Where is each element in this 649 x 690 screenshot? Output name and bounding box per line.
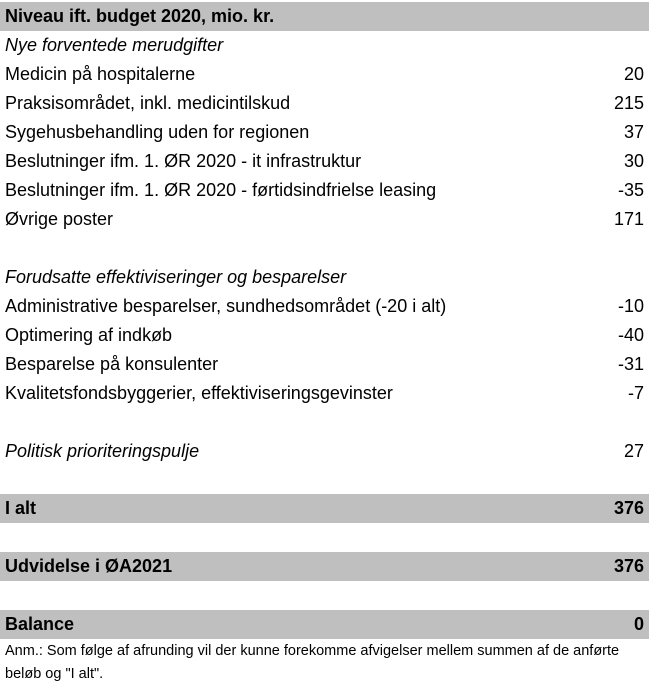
section-heading-merudgifter bbox=[0, 31, 649, 60]
row-value: -40 bbox=[617, 325, 644, 345]
balance-row bbox=[0, 610, 649, 639]
pulje-value: 27 bbox=[623, 441, 644, 461]
row-value: 20 bbox=[623, 64, 644, 84]
row-label: Administrative besparelser, sundhedsområdet (-20 i alt) bbox=[5, 296, 447, 316]
table-header bbox=[0, 2, 649, 31]
row-value: 30 bbox=[623, 151, 644, 171]
row-label: Øvrige poster bbox=[5, 209, 114, 229]
table-title: Niveau ift. budget 2020, mio. kr. bbox=[5, 6, 275, 26]
row-value: -35 bbox=[617, 180, 644, 200]
table-row bbox=[0, 89, 649, 118]
row-label: Optimering af indkøb bbox=[5, 325, 173, 345]
expansion-label: Udvidelse i ØA2021 bbox=[5, 556, 173, 576]
row-label: Praksisområdet, inkl. medicintilskud bbox=[5, 93, 291, 113]
total-label: I alt bbox=[5, 498, 37, 518]
row-value: 215 bbox=[613, 93, 644, 113]
row-label: Sygehusbehandling uden for regionen bbox=[5, 122, 310, 142]
expansion-value: 376 bbox=[613, 556, 644, 576]
row-value: -31 bbox=[617, 354, 644, 374]
section-heading-label: Forudsatte effektiviseringer og besparelser bbox=[5, 267, 347, 287]
section-heading-label: Nye forventede merudgifter bbox=[5, 35, 224, 55]
row-value: 171 bbox=[613, 209, 644, 229]
row-label: Kvalitetsfondsbyggerier, effektiviseringsgevinster bbox=[5, 383, 393, 403]
table-row bbox=[0, 350, 649, 379]
table-row bbox=[0, 292, 649, 321]
row-label: Beslutninger ifm. 1. ØR 2020 - førtidsindfrielse leasing bbox=[5, 180, 437, 200]
pulje-label: Politisk prioriteringspulje bbox=[5, 441, 200, 461]
balance-label: Balance bbox=[5, 614, 75, 634]
expansion-row bbox=[0, 552, 649, 581]
section-heading-besparelser bbox=[0, 263, 649, 292]
table-row bbox=[0, 379, 649, 408]
table-row bbox=[0, 147, 649, 176]
table-row bbox=[0, 321, 649, 350]
table-row bbox=[0, 60, 649, 89]
row-value: 37 bbox=[623, 122, 644, 142]
row-label: Beslutninger ifm. 1. ØR 2020 - it infrastruktur bbox=[5, 151, 362, 171]
pulje-row bbox=[0, 437, 649, 466]
balance-value: 0 bbox=[633, 614, 644, 634]
table-row bbox=[0, 205, 649, 234]
total-value: 376 bbox=[613, 498, 644, 518]
row-value: -7 bbox=[627, 383, 644, 403]
total-row bbox=[0, 494, 649, 523]
table-row bbox=[0, 118, 649, 147]
row-label: Besparelse på konsulenter bbox=[5, 354, 219, 374]
footnote: Anm.: Som følge af afrunding vil der kunne forekomme afvigelser mellem summen af de anførte beløb og "I alt". bbox=[5, 643, 620, 682]
row-value: -10 bbox=[617, 296, 644, 316]
table-row bbox=[0, 176, 649, 205]
row-label: Medicin på hospitalerne bbox=[5, 64, 196, 84]
